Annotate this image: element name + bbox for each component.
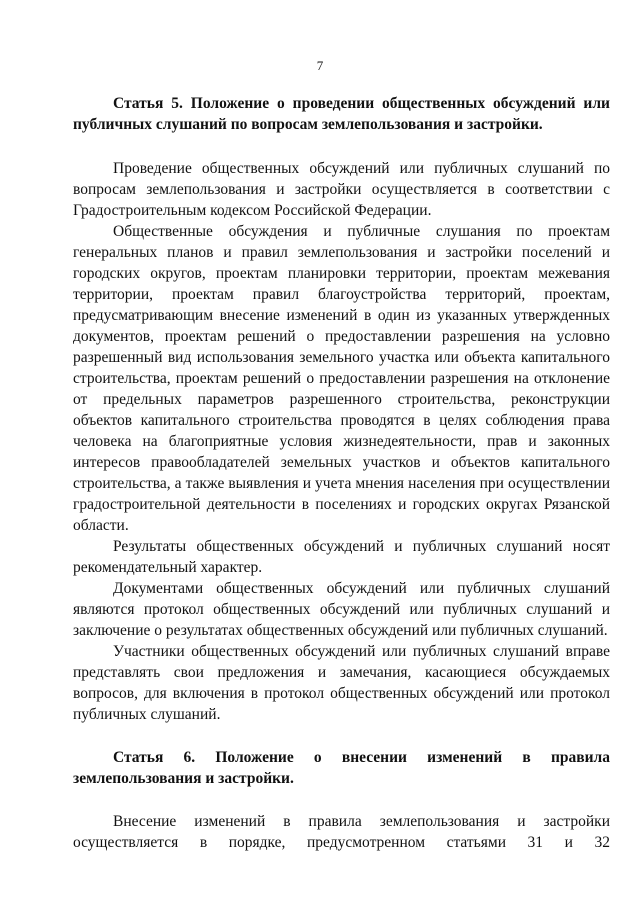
article-5-paragraph-1: Проведение общественных обсуждений или публичных слушаний по вопросам землепользования и застройки осуществляется в соответствии с Градостроительным кодексом Российской Федерации.	[73, 160, 610, 219]
article-6-heading-line-1: Статья 6. Положение о внесении изменений в правила	[113, 749, 610, 766]
page-content	[73, 93, 610, 853]
article-5-paragraph-2: Общественные обсуждения и публичные слушания по проектам генеральных планов и правил землепользования и застройки поселений и городских округов, проектам планировки территории, проектам межевания территории, проектам правил благоустройства территорий, проектам, предусматривающим внесение изменений в один из указанных утвержденных документов, проектам решений о предоставлении разрешения на условно разрешенный вид использования земельного участка или объекта капитального строительства, проектам решений о предоставлении разрешения на отклонение от предельных параметров разрешенного строительства, реконструкции объектов капитального строительства проводятся в целях соблюдения права человека на благоприятные условия жизнедеятельности, прав и законных интересов правообладателей земельных участков и объектов капитального строительства, а также выявления и учета мнения населения при осуществлении градостроительной деятельности в поселениях и городских округах Рязанской области.	[73, 223, 610, 534]
article-6-heading-line-2: землепользования и застройки.	[73, 770, 294, 787]
article-6-paragraph: Внесение изменений в правила землепользования и застройки осуществляется в порядке, предусмотренном статьями 31 и 32	[73, 813, 610, 851]
article-5-paragraph-5: Участники общественных обсуждений или публичных слушаний вправе представлять свои предложения и замечания, касающиеся обсуждаемых вопросов, для включения в протокол общественных обсуждений или протокол публичных слушаний.	[73, 643, 610, 723]
page-number: 7	[316, 58, 324, 73]
article-5-paragraph-3: Результаты общественных обсуждений и публичных слушаний носят рекомендательный характер.	[73, 538, 610, 576]
article-5-paragraph-4: Документами общественных обсуждений или публичных слушаний являются протокол общественных обсуждений или публичных слушаний и заключение о результатах общественных обсуждений или публичных слушаний.	[73, 580, 610, 639]
article-5-heading: Статья 5. Положение о проведении общественных обсуждений или публичных слушаний по вопросам землепользования и застройки.	[73, 95, 610, 133]
